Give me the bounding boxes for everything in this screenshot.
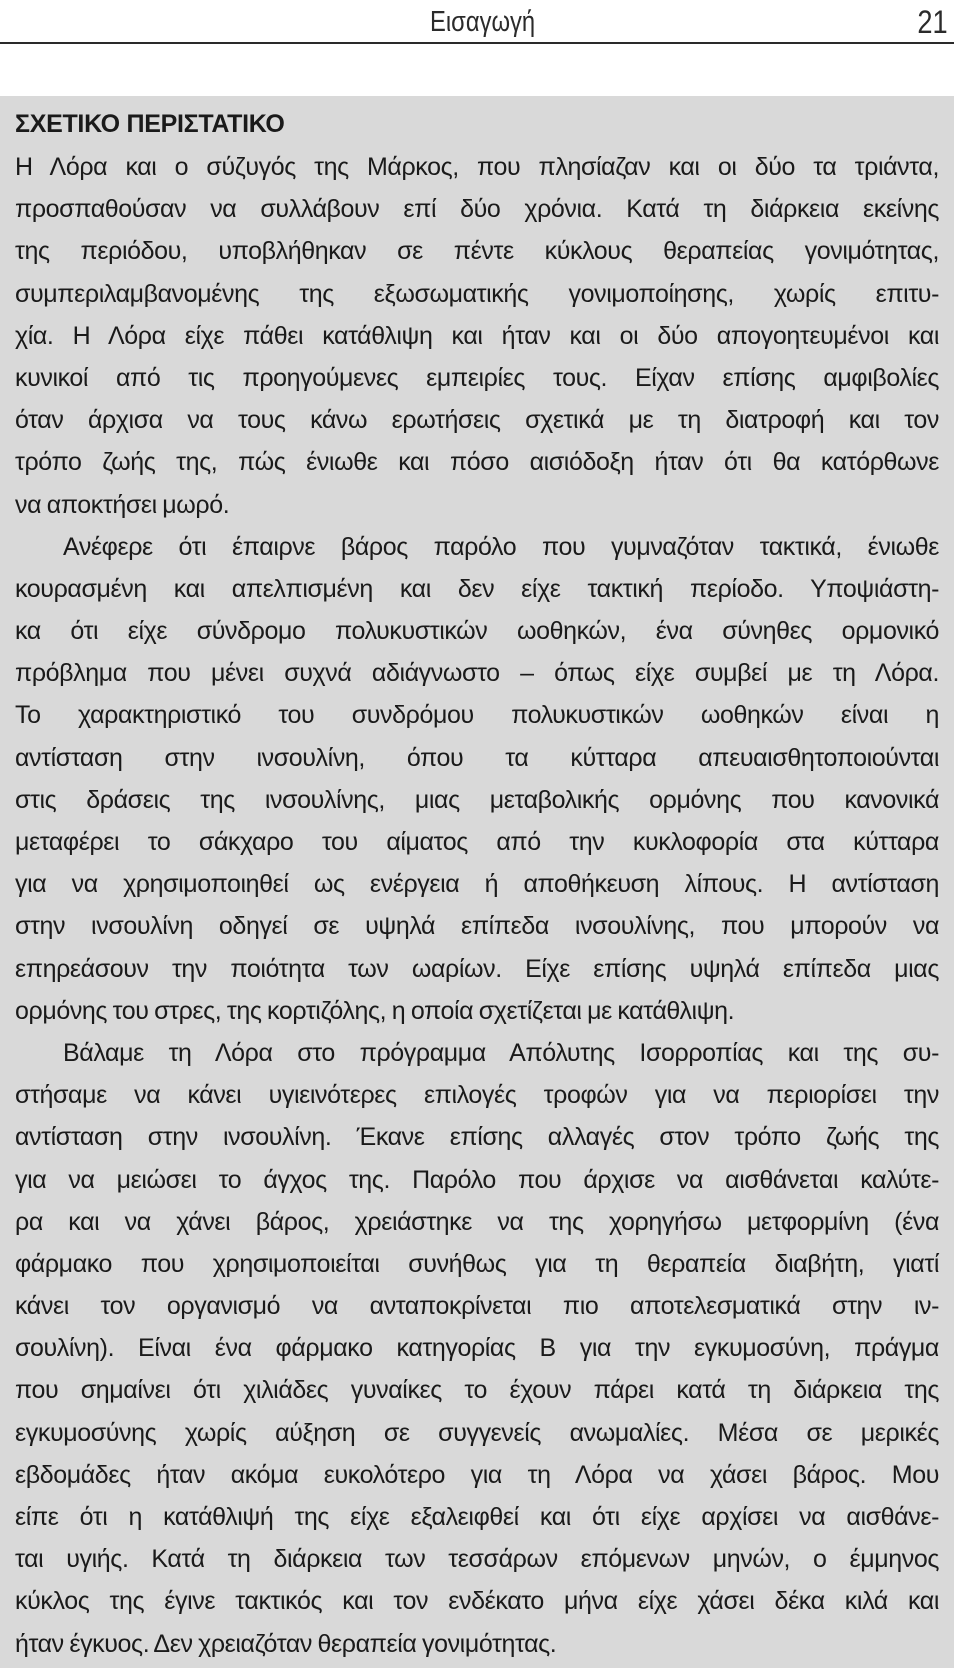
text-line: στην ινσουλίνη οδηγεί σε υψηλά επίπεδα ινσουλίνης, που μπορούν να: [15, 912, 939, 941]
text-line: κα ότι είχε σύνδρομο πολυκυστικών ωοθηκών, ένα σύνηθες ορμονικό: [15, 617, 939, 646]
text-line: που σημαίνει ότι χιλιάδες γυναίκες το έχουν πάρει κατά τη διάρκεια της: [15, 1376, 939, 1405]
text-line: κουρασμένη και απελπισμένη και δεν είχε τακτική περίοδο. Υποψιάστη-: [15, 574, 939, 603]
page-number: 21: [917, 4, 948, 40]
paragraph: [15, 146, 939, 526]
text-line: τρόπο ζωής της, πώς ένιωθε και πόσο αισιόδοξη ήταν ότι θα κατόρθωνε: [15, 448, 939, 477]
case-study-body: [15, 146, 939, 1665]
text-line: εβδομάδες ήταν ακόμα ευκολότερο για τη Λόρα να χάσει βάρος. Μου: [15, 1460, 939, 1489]
text-line: κύκλος της έγινε τακτικός και τον ενδέκατο μήνα είχε χάσει δέκα κιλά και: [15, 1587, 939, 1616]
text-line: Βάλαμε τη Λόρα στο πρόγραμμα Απόλυτης Ισορροπίας και της συ-: [63, 1038, 939, 1067]
page-header: [0, 0, 954, 44]
case-study-title: ΣΧΕΤΙΚΟ ΠΕΡΙΣΤΑΤΙΚΟ: [15, 110, 285, 138]
text-line: είπε ότι η κατάθλιψή της είχε εξαλειφθεί και ότι είχε αρχίσει να αισθάνε-: [15, 1503, 939, 1531]
text-line: να αποκτήσει μωρό.: [15, 490, 230, 519]
text-line: στήσαμε να κάνει υγιεινότερες επιλογές τροφών για να περιορίσει την: [15, 1081, 939, 1110]
running-head-section: Εισαγωγή: [430, 6, 536, 38]
text-line: πρόβλημα που μένει συχνά αδιάγνωστο – όπως είχε συμβεί με τη Λόρα.: [15, 659, 939, 688]
text-line: κυνικοί από τις προηγούμενες εμπειρίες τους. Είχαν επίσης αμφιβολίες: [15, 363, 939, 392]
text-line: για να μειώσει το άγχος της. Παρόλο που άρχισε να αισθάνεται καλύτε-: [15, 1165, 939, 1194]
text-line: της περιόδου, υποβλήθηκαν σε πέντε κύκλους θεραπείας γονιμότητας,: [15, 237, 939, 266]
text-line: ται υγιής. Κατά τη διάρκεια των τεσσάρων επόμενων μηνών, ο έμμηνος: [15, 1545, 939, 1574]
text-line: μεταφέρει το σάκχαρο του αίματος από την κυκλοφορία στα κύτταρα: [15, 828, 939, 856]
text-line: σουλίνη). Είναι ένα φάρμακο κατηγορίας Β για την εγκυμοσύνη, πράγμα: [15, 1334, 939, 1363]
text-line: Ανέφερε ότι έπαιρνε βάρος παρόλο που γυμναζόταν τακτικά, ένιωθε: [63, 532, 939, 561]
paragraph: [15, 526, 939, 1032]
text-line: Η Λόρα και ο σύζυγός της Μάρκος, που πλησίαζαν και οι δύο τα τριάντα,: [15, 153, 939, 181]
text-line: κάνει τον οργανισμό να ανταποκρίνεται πιο αποτελεσματικά στην ιν-: [15, 1292, 939, 1321]
text-line: αντίσταση στην ινσουλίνη, όπου τα κύτταρα απευαισθητοποιούνται: [15, 743, 939, 772]
text-line: αντίσταση στην ινσουλίνη. Έκανε επίσης αλλαγές στον τρόπο ζωής της: [15, 1123, 939, 1152]
text-line: για να χρησιμοποιηθεί ως ενέργεια ή αποθήκευση λίπους. Η αντίσταση: [15, 870, 939, 899]
text-line: συμπεριλαμβανομένης της εξωσωματικής γονιμοποίησης, χωρίς επιτυ-: [15, 279, 939, 308]
text-line: χία. Η Λόρα είχε πάθει κατάθλιψη και ήταν και οι δύο απογοητευμένοι και: [15, 321, 939, 350]
text-line: όταν άρχισα να τους κάνω ερωτήσεις σχετικά με τη διατροφή και τον: [15, 406, 939, 435]
text-line: στις δράσεις της ινσουλίνης, μιας μεταβολικής ορμόνης που κανονικά: [15, 785, 939, 814]
text-line: επηρεάσουν την ποιότητα των ωαρίων. Είχε επίσης υψηλά επίπεδα μιας: [15, 954, 939, 983]
case-study-box: [0, 96, 954, 1668]
text-line: εγκυμοσύνης χωρίς αύξηση σε συγγενείς ανωμαλίες. Μέσα σε μερικές: [15, 1418, 939, 1447]
text-line: Το χαρακτηριστικό του συνδρόμου πολυκυστικών ωοθηκών είναι η: [15, 701, 939, 730]
text-line: ρα και να χάνει βάρος, χρειάστηκε να της χορηγήσω μετφορμίνη (ένα: [15, 1207, 939, 1236]
paragraph: [15, 1032, 939, 1665]
text-line: προσπαθούσαν να συλλάβουν επί δύο χρόνια. Κατά τη διάρκεια εκείνης: [15, 195, 939, 224]
text-line: ορμόνης του στρες, της κορτιζόλης, η οποία σχετίζεται με κατάθλιψη.: [15, 996, 735, 1025]
case-study-content: [15, 106, 939, 1665]
text-line: ήταν έγκυος. Δεν χρειαζόταν θεραπεία γονιμότητας.: [15, 1629, 557, 1658]
text-line: φάρμακο που χρησιμοποιείται συνήθως για τη θεραπεία διαβήτη, γιατί: [15, 1249, 939, 1278]
